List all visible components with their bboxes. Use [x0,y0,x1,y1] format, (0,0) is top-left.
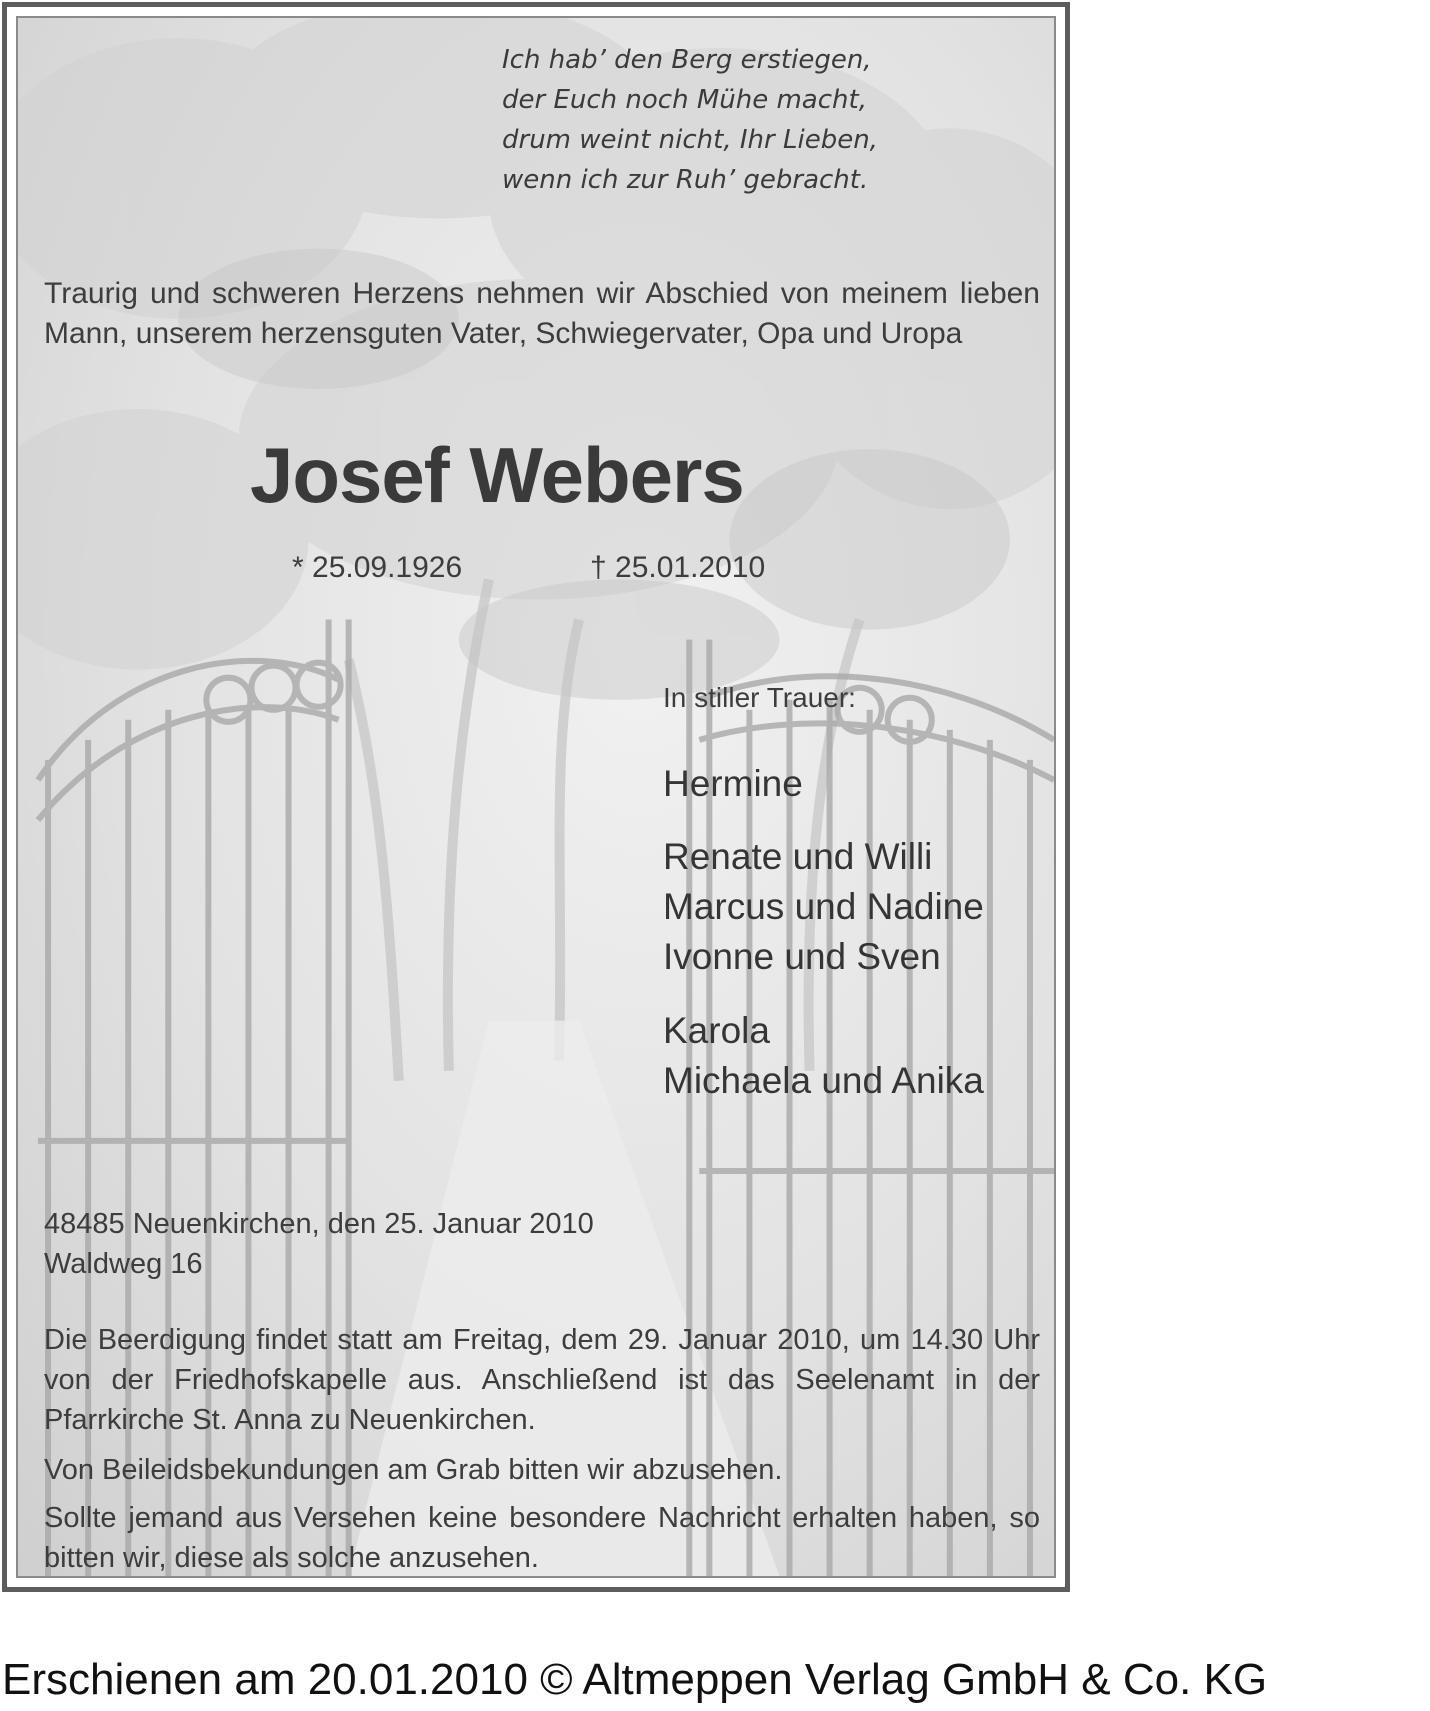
place-and-date: 48485 Neuenkirchen, den 25. Januar 2010 [44,1208,594,1240]
verse-line: drum weint nicht, Ihr Lieben, [502,125,878,155]
mourner-name: Hermine [663,763,803,804]
condolence-note: Von Beileidsbekundungen am Grab bitten wir abzusehen. [44,1454,783,1486]
birth-date: * 25.09.1926 [292,551,463,584]
publication-footer: Erschienen am 20.01.2010 © Altmeppen Verlag GmbH & Co. KG [2,1655,1268,1704]
verse-line: wenn ich zur Ruh’ gebracht. [502,165,869,195]
obituary-notice [2,2,1070,1592]
mourner-name: Renate und Willi [663,836,933,877]
mourner-name: Michaela und Anika [663,1060,984,1101]
death-date: † 25.01.2010 [590,551,766,584]
memorial-verse [502,40,1022,200]
deceased-name: Josef Webers [250,431,744,519]
address: Waldweg 16 [44,1248,203,1280]
verse-line: Ich hab’ den Berg erstiegen, [502,45,872,75]
funeral-details: Die Beerdigung findet statt am Freitag, dem 29. Januar 2010, um 14.30 Uhr von der Friedhofskapelle aus. Anschließend ist das Seelenamt in der Pfarrkirche St. Anna zu Neuenkirchen. [44,1324,1040,1436]
mourner-name: Marcus und Nadine [663,886,984,927]
verse-line: der Euch noch Mühe macht, [502,85,867,115]
mourner-name: Karola [663,1010,770,1051]
notification-note: Sollte jemand aus Versehen keine besondere Nachricht erhalten haben, so bitten wir, diese als solche anzusehen. [44,1502,1040,1574]
mourning-label: In stiller Trauer: [663,682,856,713]
notice-content [18,18,1054,1576]
intro-text: Traurig und schweren Herzens nehmen wir Abschied von meinem lieben Mann, unserem herzensguten Vater, Schwiegervater, Opa und Uropa [44,277,1040,350]
notice-inner-frame [16,16,1056,1578]
mourner-name: Ivonne und Sven [663,936,941,977]
